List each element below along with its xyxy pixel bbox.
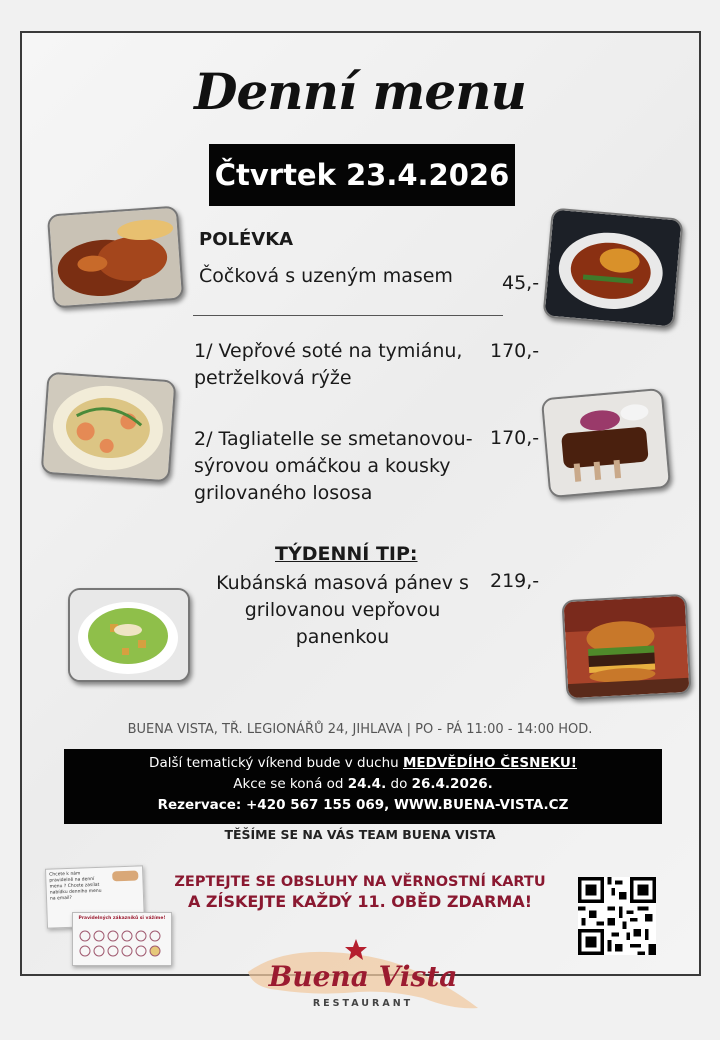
loyalty-card-front: Chcete k nám pravidelně na denní menu ? Chcete zasílat nabídku denního menu na email? bbox=[45, 865, 145, 928]
soup-heading: POLÉVKA bbox=[199, 229, 294, 250]
weekly-tip-price: 219,- bbox=[490, 570, 540, 592]
logo-name: Buena Vista bbox=[268, 960, 458, 993]
dish-1-price: 170,- bbox=[490, 340, 540, 362]
page-title: Denní menu bbox=[194, 62, 526, 121]
date-banner: Čtvrtek 23.4.2026 bbox=[209, 144, 515, 206]
event-prefix: Akce se koná od bbox=[233, 776, 348, 792]
photo-pork-saute bbox=[542, 207, 683, 328]
qr-code-icon[interactable] bbox=[578, 877, 656, 955]
promo-highlight: MEDVĚDÍHO ČESNEKU! bbox=[402, 755, 577, 771]
star-icon bbox=[344, 938, 368, 962]
photo-grilled-chicken bbox=[47, 206, 184, 309]
dish-2-name: 2/ Tagliatelle se smetanovou- sýrovou omáčkou a kousky grilovaného lososa bbox=[194, 428, 473, 504]
event-to: 26.4.2026. bbox=[411, 776, 493, 792]
team-greeting: TĚŠÍME SE NA VÁS TEAM BUENA VISTA bbox=[224, 827, 496, 842]
loyalty-card-back: Pravidelných zákazníků si vážíme! bbox=[72, 912, 172, 966]
promo-banner bbox=[64, 749, 662, 824]
photo-pasta-salmon bbox=[41, 372, 177, 483]
photo-ribs bbox=[541, 388, 671, 498]
stamp-grid bbox=[73, 927, 171, 963]
loyalty-offer: ZEPTEJTE SE OBSLUHY NA VĚRNOSTNÍ KARTU A ZÍSKEJTE KAŽDÝ 11. OBĚD ZDARMA! bbox=[174, 874, 546, 911]
promo-text: Další tematický víkend bude v duchu bbox=[149, 755, 403, 771]
photo-burger bbox=[561, 594, 691, 700]
divider bbox=[193, 315, 503, 316]
dish-1-name: 1/ Vepřové soté na tymiánu, petrželková rýže bbox=[194, 340, 463, 389]
dish-2-price: 170,- bbox=[490, 427, 540, 449]
weekly-tip-heading: TÝDENNÍ TIP: bbox=[275, 543, 418, 565]
logo-subtitle: RESTAURANT bbox=[312, 998, 414, 1009]
restaurant-logo bbox=[238, 930, 488, 1028]
reservation-info: Rezervace: +420 567 155 069, WWW.BUENA-VISTA.CZ bbox=[157, 797, 569, 813]
event-from: 24.4. bbox=[347, 776, 387, 792]
soup-name: Čočková s uzeným masem bbox=[199, 265, 453, 287]
weekly-tip-name: Kubánská masová pánev s grilovanou vepřovou panenkou bbox=[216, 572, 469, 648]
address: BUENA VISTA, TŘ. LEGIONÁŘŮ 24, JIHLAVA | PO - PÁ 11:00 - 14:00 HOD. bbox=[127, 722, 593, 737]
photo-caesar-salad bbox=[68, 588, 190, 682]
event-mid: do bbox=[386, 776, 412, 792]
soup-price: 45,- bbox=[502, 272, 540, 294]
card-logo bbox=[112, 870, 138, 881]
